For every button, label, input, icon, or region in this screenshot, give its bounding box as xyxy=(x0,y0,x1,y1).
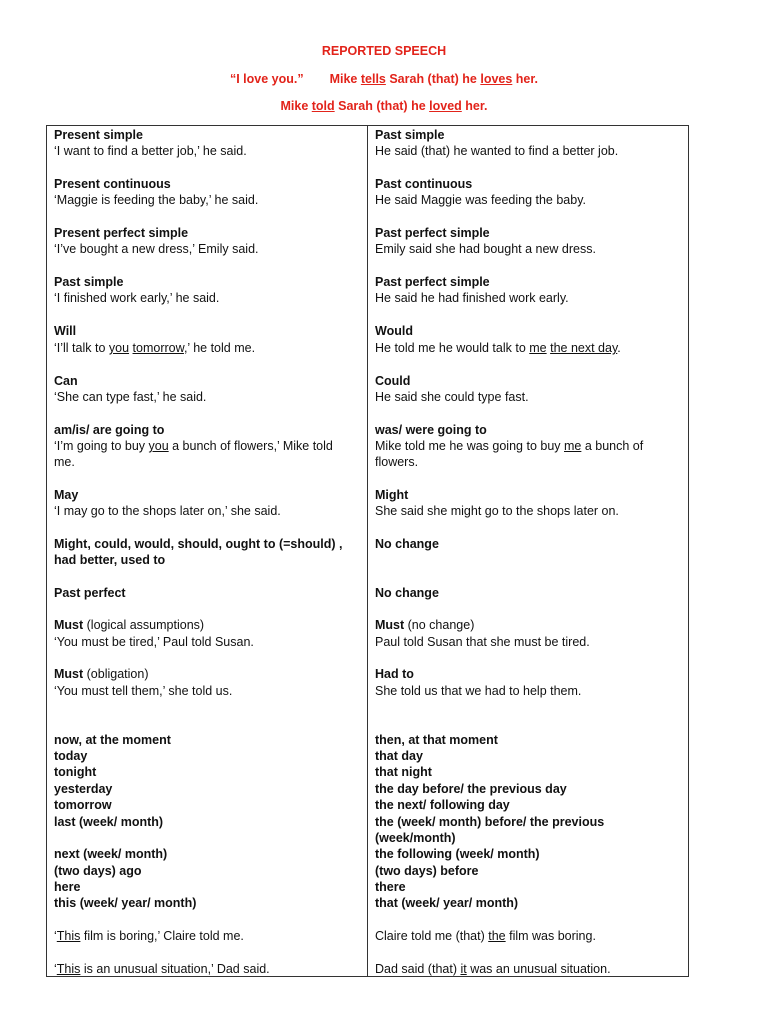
reported-past-line xyxy=(280,99,487,113)
emphasized-verb: loved xyxy=(429,99,462,113)
example-text: Mike told me he was going to buy xyxy=(375,439,564,453)
tense-label: had better, used to xyxy=(54,553,166,567)
tense-label: was/ were going to xyxy=(375,423,487,437)
tense-label: (week/month) xyxy=(375,831,456,845)
tense-label: now, at the moment xyxy=(54,733,171,747)
underlined-word: you xyxy=(148,439,169,453)
direct-line xyxy=(54,274,123,290)
reported-line xyxy=(375,192,586,208)
direct-line xyxy=(54,748,87,764)
reported-line xyxy=(375,797,510,813)
emphasized-verb: tells xyxy=(360,72,386,86)
direct-line xyxy=(54,143,247,159)
tense-label: that night xyxy=(375,765,432,779)
reported-line xyxy=(375,928,596,944)
example-text: film is boring,’ Claire told me. xyxy=(80,929,244,943)
tense-label: Past perfect xyxy=(54,586,126,600)
example-text: He said she could type fast. xyxy=(375,390,529,404)
example-sentence-past xyxy=(0,99,768,113)
example-text: ‘I’ve bought a new dress,’ Emily said. xyxy=(54,242,259,256)
example-text: film was boring. xyxy=(505,929,596,943)
tense-label: here xyxy=(54,880,81,894)
column-divider xyxy=(367,126,368,976)
direct-line xyxy=(54,176,171,192)
tense-label: next (week/ month) xyxy=(54,847,168,861)
reported-line xyxy=(375,846,540,862)
example-text: ‘I may go to the shops later on,’ she said. xyxy=(54,504,281,518)
quote-text: “I love you.” xyxy=(229,72,304,86)
tense-label: Past continuous xyxy=(375,177,473,191)
direct-line xyxy=(54,634,254,650)
reported-line xyxy=(375,863,479,879)
example-text: She told us that we had to help them. xyxy=(375,684,582,698)
direct-line xyxy=(54,764,96,780)
reported-line xyxy=(375,323,413,339)
reported-line xyxy=(375,666,414,682)
example-text: Claire told me (that) xyxy=(375,929,489,943)
page-title: REPORTED SPEECH xyxy=(321,44,447,58)
tense-label: Would xyxy=(375,324,413,338)
underlined-word: tomorrow xyxy=(132,341,184,355)
reported-line xyxy=(375,176,472,192)
underlined-word: the xyxy=(488,929,506,943)
direct-line xyxy=(54,536,343,552)
direct-line xyxy=(54,438,333,454)
reported-line xyxy=(375,814,604,830)
tense-label: then, at that moment xyxy=(375,733,498,747)
tense-label: (two days) before xyxy=(375,864,479,878)
tense-label: Must xyxy=(375,618,405,632)
example-text: ‘ xyxy=(54,962,57,976)
header-text: Mike xyxy=(280,99,312,113)
tense-label: this (week/ year/ month) xyxy=(54,896,197,910)
reported-line xyxy=(375,781,567,797)
example-text: ‘I’ll talk to xyxy=(54,341,109,355)
reported-line xyxy=(375,503,619,519)
example-text: ‘ xyxy=(54,929,57,943)
example-text: ‘You must tell them,’ she told us. xyxy=(54,684,233,698)
reported-line xyxy=(375,438,643,454)
direct-line xyxy=(54,127,143,143)
underlined-word: This xyxy=(56,929,81,943)
direct-line xyxy=(54,192,258,208)
direct-line xyxy=(54,879,80,895)
example-text: ‘I’m going to buy xyxy=(54,439,149,453)
example-text: She said she might go to the shops later on. xyxy=(375,504,619,518)
direct-line xyxy=(54,487,78,503)
example-text: a bunch of xyxy=(581,439,644,453)
example-text: . xyxy=(617,341,621,355)
direct-line xyxy=(54,732,171,748)
underlined-word: This xyxy=(56,962,81,976)
reported-line xyxy=(375,748,423,764)
tense-label: that (week/ year/ month) xyxy=(375,896,519,910)
direct-line xyxy=(54,846,167,862)
tense-label: there xyxy=(375,880,406,894)
example-sentence-present xyxy=(0,72,768,86)
direct-line xyxy=(54,683,232,699)
underlined-word: you xyxy=(108,341,130,355)
header-text: her. xyxy=(512,72,539,86)
direct-line xyxy=(54,863,142,879)
reported-line xyxy=(375,683,581,699)
example-text: (obligation) xyxy=(83,667,149,681)
reported-speech-table xyxy=(46,125,689,977)
tense-label: Might xyxy=(375,488,409,502)
tense-label: Past perfect simple xyxy=(375,275,490,289)
emphasized-verb: loves xyxy=(480,72,513,86)
example-text: He said Maggie was feeding the baby. xyxy=(375,193,587,207)
tense-label: Must xyxy=(54,618,84,632)
underlined-word: me xyxy=(564,439,582,453)
tense-label: Past perfect simple xyxy=(375,226,490,240)
reported-line xyxy=(375,764,432,780)
example-text: He said (that) he wanted to find a better job. xyxy=(375,144,619,158)
reported-line xyxy=(375,830,456,846)
example-text: He told me he would talk to xyxy=(375,341,530,355)
header-text: her. xyxy=(461,99,488,113)
example-text: is an unusual situation,’ Dad said. xyxy=(80,962,270,976)
emphasized-verb: told xyxy=(311,99,335,113)
tense-label: Had to xyxy=(375,667,414,681)
example-text: Dad said (that) xyxy=(375,962,461,976)
reported-line xyxy=(375,617,474,633)
example-text: ‘I want to find a better job,’ he said. xyxy=(54,144,247,158)
tense-label: Must xyxy=(54,667,84,681)
tense-label: Will xyxy=(54,324,77,338)
tense-label: (two days) ago xyxy=(54,864,142,878)
example-text: (no change) xyxy=(404,618,475,632)
direct-line xyxy=(54,503,281,519)
tense-label: tonight xyxy=(54,765,97,779)
tense-label: the (week/ month) before/ the previous xyxy=(375,815,605,829)
tense-label: Could xyxy=(375,374,411,388)
reported-present-line xyxy=(330,72,538,86)
reported-line xyxy=(375,274,490,290)
direct-line xyxy=(54,389,206,405)
reported-line xyxy=(375,536,439,552)
reported-line xyxy=(375,389,529,405)
tense-label: am/is/ are going to xyxy=(54,423,165,437)
underlined-word: it xyxy=(460,962,467,976)
reported-line xyxy=(375,454,418,470)
tense-label: May xyxy=(54,488,79,502)
tense-label: the day before/ the previous day xyxy=(375,782,567,796)
tense-label: the following (week/ month) xyxy=(375,847,540,861)
direct-line xyxy=(54,781,112,797)
example-text: a bunch of flowers,’ Mike told xyxy=(168,439,333,453)
tense-label: yesterday xyxy=(54,782,113,796)
tense-label: Present perfect simple xyxy=(54,226,189,240)
example-text: ,’ he told me. xyxy=(183,341,256,355)
example-text: was an unusual situation. xyxy=(466,962,611,976)
direct-line xyxy=(54,666,149,682)
example-text: ‘Maggie is feeding the baby,’ he said. xyxy=(54,193,259,207)
reported-line xyxy=(375,422,487,438)
tense-label: Present continuous xyxy=(54,177,171,191)
reported-line xyxy=(375,225,490,241)
tense-label: the next/ following day xyxy=(375,798,510,812)
direct-line xyxy=(54,552,165,568)
reported-line xyxy=(375,487,408,503)
reported-line xyxy=(375,373,410,389)
direct-line xyxy=(54,961,270,977)
reported-line xyxy=(375,340,621,356)
header-text: Sarah (that) he xyxy=(385,72,481,86)
tense-label: Can xyxy=(54,374,78,388)
tense-label: No change xyxy=(375,586,439,600)
underlined-word: me xyxy=(529,341,547,355)
example-text: ‘You must be tired,’ Paul told Susan. xyxy=(54,635,254,649)
tense-label: Might, could, would, should, ought to (=should) , xyxy=(54,537,343,551)
reported-line xyxy=(375,127,444,143)
direct-line xyxy=(54,290,219,306)
example-text: (logical assumptions) xyxy=(83,618,205,632)
direct-line xyxy=(54,895,196,911)
example-text: flowers. xyxy=(375,455,419,469)
tense-label: that day xyxy=(375,749,423,763)
reported-line xyxy=(375,634,590,650)
direct-line xyxy=(54,241,259,257)
underlined-word: the next day xyxy=(550,341,618,355)
direct-line xyxy=(54,422,164,438)
reported-line xyxy=(375,585,439,601)
tense-label: tomorrow xyxy=(54,798,112,812)
direct-line xyxy=(54,454,75,470)
tense-label: Present simple xyxy=(54,128,143,142)
reported-line xyxy=(375,241,596,257)
reported-line xyxy=(375,143,618,159)
reported-line xyxy=(375,895,518,911)
tense-label: last (week/ month) xyxy=(54,815,164,829)
direct-line xyxy=(54,928,244,944)
reported-line xyxy=(375,961,611,977)
example-text: me. xyxy=(54,455,75,469)
tense-label: Past simple xyxy=(54,275,124,289)
example-text: Paul told Susan that she must be tired. xyxy=(375,635,590,649)
header-text: Sarah (that) he xyxy=(334,99,430,113)
header-text: Mike xyxy=(329,72,361,86)
tense-label: No change xyxy=(375,537,439,551)
example-text: Emily said she had bought a new dress. xyxy=(375,242,596,256)
example-text: He said he had finished work early. xyxy=(375,291,569,305)
reported-line xyxy=(375,290,569,306)
direct-line xyxy=(54,373,78,389)
direct-line xyxy=(54,340,255,356)
reported-line xyxy=(375,732,498,748)
direct-line xyxy=(54,814,163,830)
example-text: ‘I finished work early,’ he said. xyxy=(54,291,220,305)
direct-line xyxy=(54,225,188,241)
tense-label: today xyxy=(54,749,88,763)
example-text: ‘She can type fast,’ he said. xyxy=(54,390,207,404)
direct-line xyxy=(54,323,76,339)
direct-line xyxy=(54,797,112,813)
reported-line xyxy=(375,879,406,895)
tense-label: Past simple xyxy=(375,128,445,142)
direct-line xyxy=(54,585,126,601)
direct-line xyxy=(54,617,204,633)
